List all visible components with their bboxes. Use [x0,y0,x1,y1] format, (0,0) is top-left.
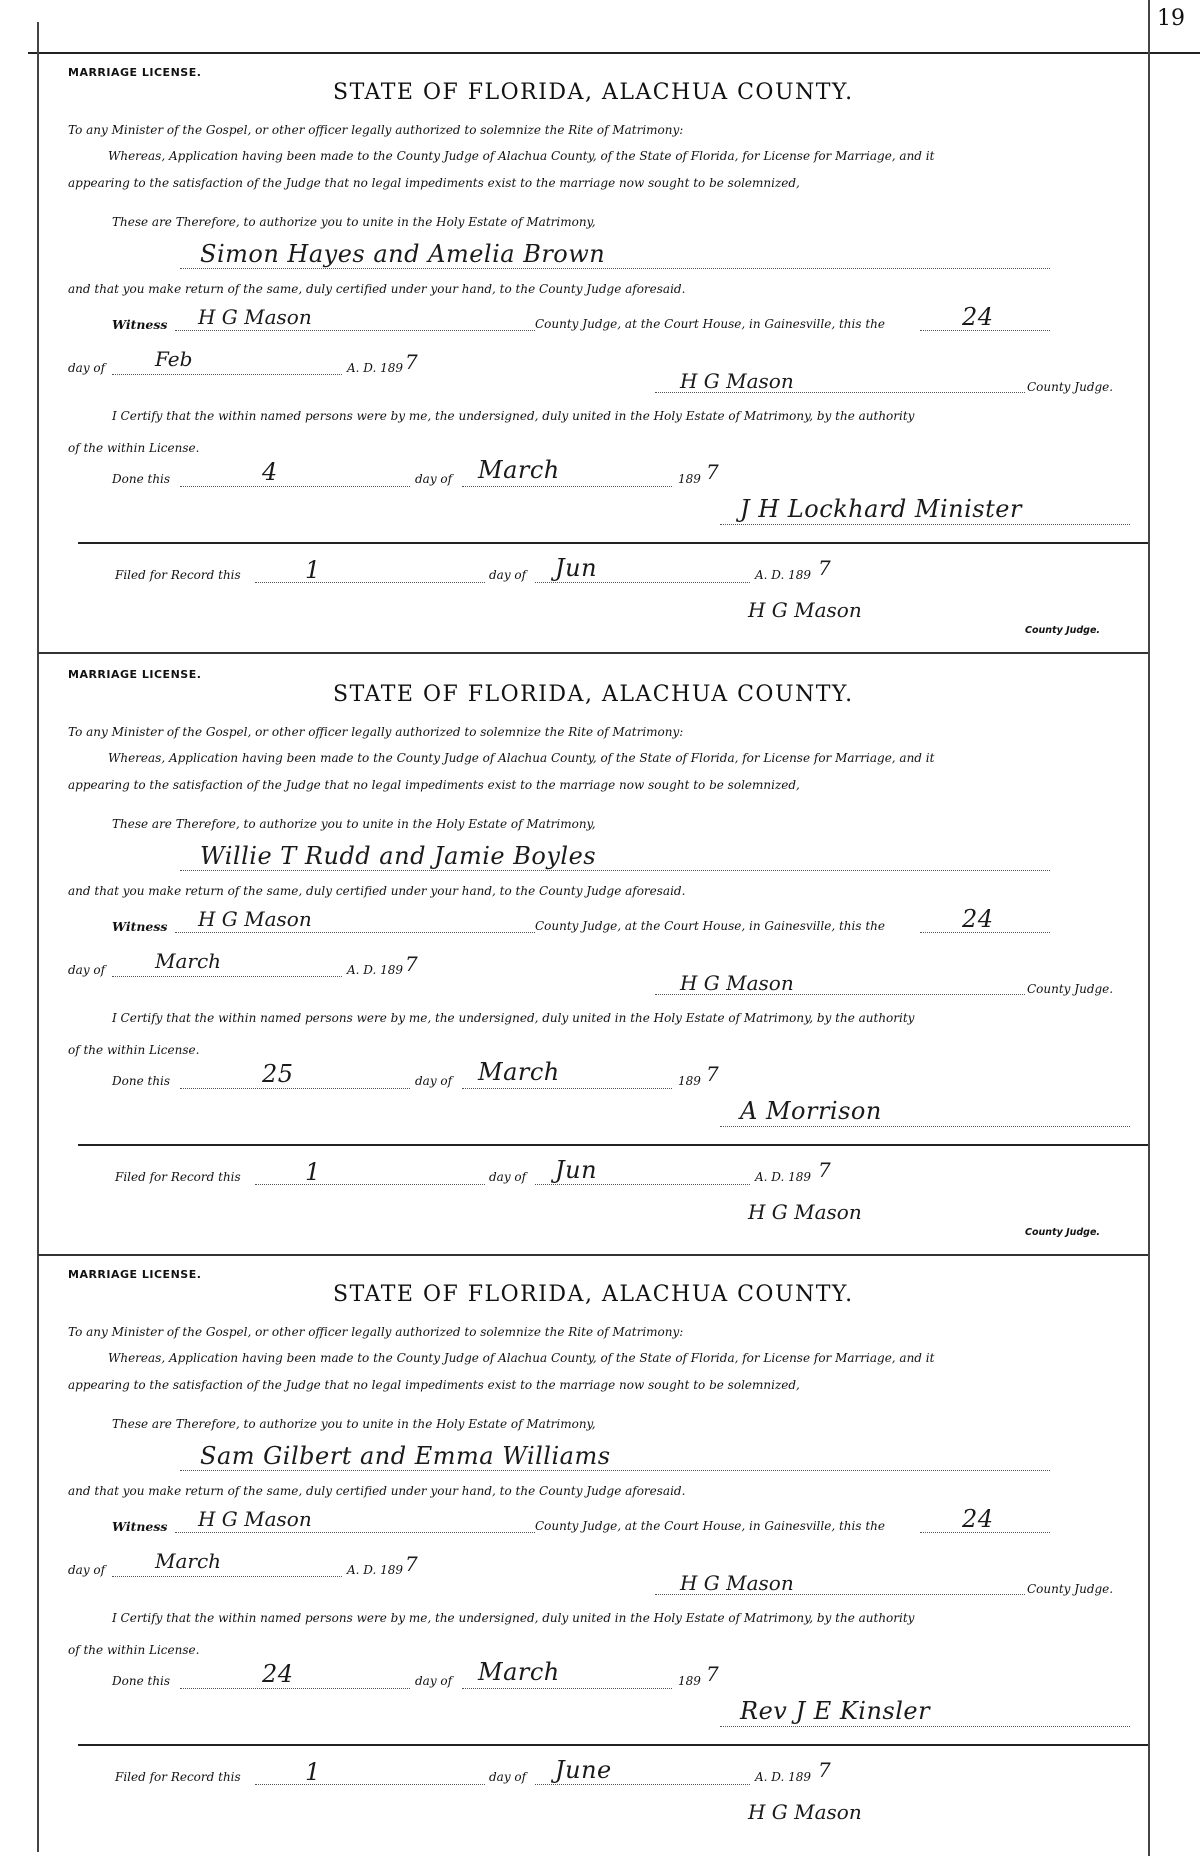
filed-month: Jun [555,1156,598,1184]
county-judge-small-label: County Judge. [1025,1227,1101,1238]
day-of-label: day of [68,1563,106,1577]
filed-signature: H G Mason [748,1200,862,1224]
filed-separator [78,1744,1148,1746]
filed-label: Filed for Record this [115,568,241,582]
month-dotted-line [112,1576,342,1577]
done-year-digit: 7 [706,1062,719,1086]
witness-text: County Judge, at the Court House, in Gainesville, this the [535,317,885,331]
ad-year-label: A. D. 189 [347,1563,404,1577]
right-margin-rule [1148,0,1150,1856]
filed-day-of-label: day of [489,1170,527,1184]
month-dotted-line [112,976,342,977]
officiant-signature: Rev J E Kinsler [740,1697,931,1725]
witness-day-dotted-line [920,932,1050,933]
certify-line-2: of the within License. [68,1643,200,1657]
done-year-digit: 7 [706,460,719,484]
names-dotted-line [180,870,1050,871]
witness-dotted-line [175,1532,535,1533]
filed-label: Filed for Record this [115,1770,241,1784]
done-year-prefix: 189 [678,1674,701,1688]
whereas-line-1: Whereas, Application having been made to the County Judge of Alachua County, of the State of Florida, for License for Marriage, and it [108,149,935,163]
witness-month: Feb [155,347,193,371]
whereas-line-2: appearing to the satisfaction of the Judge that no legal impediments exist to the marriage now sought to be solemnized, [68,1378,800,1392]
these-are-therefore-line: These are Therefore, to authorize you to unite in the Holy Estate of Matrimony, [112,1417,596,1431]
officiant-dotted-line [720,524,1130,525]
witness-label: Witness [112,1519,168,1534]
county-judge-small-label: County Judge. [1025,625,1101,636]
section-separator [38,652,1148,654]
witness-year-digit: 7 [405,1552,418,1576]
done-this-label: Done this [112,1674,171,1688]
witness-year-digit: 7 [405,350,418,374]
done-month: March [478,456,560,484]
license-label: MARRIAGE LICENSE. [68,66,202,79]
witness-day: 24 [962,303,994,331]
certify-line-1: I Certify that the within named persons were by me, the undersigned, duly united in the Holy Estate of Matrimony, by the authority [112,1011,915,1025]
left-margin-rule [37,22,39,1852]
done-day-of-label: day of [415,1674,453,1688]
filed-year-digit: 7 [818,1758,831,1782]
witness-label: Witness [112,317,168,332]
section-separator [38,1254,1148,1256]
filed-day-dotted-line [255,582,485,583]
witness-month: March [155,949,222,973]
page-number: 19 [1148,6,1200,32]
filed-ad-year-label: A. D. 189 [755,568,812,582]
done-this-label: Done this [112,472,171,486]
judge-signature: H G Mason [680,971,794,995]
license-label: MARRIAGE LICENSE. [68,668,202,681]
address-line: To any Minister of the Gospel, or other officer legally authorized to solemnize the Rite of Matrimony: [68,725,684,739]
done-month-dotted-line [462,1088,672,1089]
county-judge-label: County Judge. [1027,982,1114,996]
witness-day-dotted-line [920,1532,1050,1533]
filed-month-dotted-line [535,1184,750,1185]
filed-day-of-label: day of [489,1770,527,1784]
officiant-signature: J H Lockhard Minister [740,495,1022,523]
done-this-label: Done this [112,1074,171,1088]
witness-day: 24 [962,905,994,933]
officiant-dotted-line [720,1126,1130,1127]
done-day-dotted-line [180,486,410,487]
return-line: and that you make return of the same, duly certified under your hand, to the County Judge aforesaid. [68,884,686,898]
done-day: 24 [262,1660,294,1688]
filed-year-digit: 7 [818,556,831,580]
officiant-dotted-line [720,1726,1130,1727]
filed-signature: H G Mason [748,598,862,622]
done-day-dotted-line [180,1088,410,1089]
whereas-line-1: Whereas, Application having been made to the County Judge of Alachua County, of the State of Florida, for License for Marriage, and it [108,751,935,765]
filed-signature: H G Mason [748,1800,862,1824]
day-of-label: day of [68,361,106,375]
these-are-therefore-line: These are Therefore, to authorize you to unite in the Holy Estate of Matrimony, [112,215,596,229]
filed-separator [78,1144,1148,1146]
judge-dotted-line [655,1594,1025,1595]
ad-year-label: A. D. 189 [347,963,404,977]
certify-line-1: I Certify that the within named persons were by me, the undersigned, duly united in the Holy Estate of Matrimony, by the authority [112,1611,915,1625]
done-day-of-label: day of [415,472,453,486]
witness-name-signature: H G Mason [198,907,312,931]
whereas-line-2: appearing to the satisfaction of the Judge that no legal impediments exist to the marriage now sought to be solemnized, [68,176,800,190]
couple-names: Simon Hayes and Amelia Brown [200,240,606,268]
filed-month: June [555,1756,612,1784]
top-rule [28,52,1200,54]
officiant-signature: A Morrison [740,1097,882,1125]
day-of-label: day of [68,963,106,977]
done-day: 25 [262,1060,294,1088]
filed-day: 1 [305,1158,321,1186]
license-label: MARRIAGE LICENSE. [68,1268,202,1281]
witness-label: Witness [112,919,168,934]
whereas-line-1: Whereas, Application having been made to the County Judge of Alachua County, of the State of Florida, for License for Marriage, and it [108,1351,935,1365]
county-judge-label: County Judge. [1027,1582,1114,1596]
filed-day: 1 [305,556,321,584]
witness-name-signature: H G Mason [198,1507,312,1531]
license-heading: STATE OF FLORIDA, ALACHUA COUNTY. [333,80,854,105]
done-month-dotted-line [462,486,672,487]
certify-line-1: I Certify that the within named persons were by me, the undersigned, duly united in the Holy Estate of Matrimony, by the authority [112,409,915,423]
done-day-dotted-line [180,1688,410,1689]
whereas-line-2: appearing to the satisfaction of the Judge that no legal impediments exist to the marriage now sought to be solemnized, [68,778,800,792]
done-day: 4 [262,458,278,486]
license-heading: STATE OF FLORIDA, ALACHUA COUNTY. [333,1282,854,1307]
return-line: and that you make return of the same, duly certified under your hand, to the County Judge aforesaid. [68,1484,686,1498]
witness-month: March [155,1549,222,1573]
filed-day-dotted-line [255,1784,485,1785]
judge-signature: H G Mason [680,1571,794,1595]
done-month: March [478,1658,560,1686]
month-dotted-line [112,374,342,375]
address-line: To any Minister of the Gospel, or other officer legally authorized to solemnize the Rite of Matrimony: [68,123,684,137]
return-line: and that you make return of the same, duly certified under your hand, to the County Judge aforesaid. [68,282,686,296]
filed-label: Filed for Record this [115,1170,241,1184]
county-judge-label: County Judge. [1027,380,1114,394]
names-dotted-line [180,1470,1050,1471]
filed-month-dotted-line [535,1784,750,1785]
witness-text: County Judge, at the Court House, in Gainesville, this the [535,1519,885,1533]
witness-day: 24 [962,1505,994,1533]
filed-day: 1 [305,1758,321,1786]
certify-line-2: of the within License. [68,441,200,455]
done-year-prefix: 189 [678,1074,701,1088]
done-year-digit: 7 [706,1662,719,1686]
filed-separator [78,542,1148,544]
judge-dotted-line [655,994,1025,995]
witness-year-digit: 7 [405,952,418,976]
done-year-prefix: 189 [678,472,701,486]
done-month: March [478,1058,560,1086]
done-day-of-label: day of [415,1074,453,1088]
witness-dotted-line [175,330,535,331]
filed-day-dotted-line [255,1184,485,1185]
filed-day-of-label: day of [489,568,527,582]
witness-dotted-line [175,932,535,933]
couple-names: Sam Gilbert and Emma Williams [200,1442,611,1470]
witness-text: County Judge, at the Court House, in Gainesville, this the [535,919,885,933]
filed-ad-year-label: A. D. 189 [755,1770,812,1784]
judge-dotted-line [655,392,1025,393]
address-line: To any Minister of the Gospel, or other officer legally authorized to solemnize the Rite of Matrimony: [68,1325,684,1339]
filed-month: Jun [555,554,598,582]
certify-line-2: of the within License. [68,1043,200,1057]
names-dotted-line [180,268,1050,269]
judge-signature: H G Mason [680,369,794,393]
witness-name-signature: H G Mason [198,305,312,329]
couple-names: Willie T Rudd and Jamie Boyles [200,842,597,870]
these-are-therefore-line: These are Therefore, to authorize you to unite in the Holy Estate of Matrimony, [112,817,596,831]
witness-day-dotted-line [920,330,1050,331]
filed-ad-year-label: A. D. 189 [755,1170,812,1184]
done-month-dotted-line [462,1688,672,1689]
ad-year-label: A. D. 189 [347,361,404,375]
license-heading: STATE OF FLORIDA, ALACHUA COUNTY. [333,682,854,707]
filed-month-dotted-line [535,582,750,583]
filed-year-digit: 7 [818,1158,831,1182]
